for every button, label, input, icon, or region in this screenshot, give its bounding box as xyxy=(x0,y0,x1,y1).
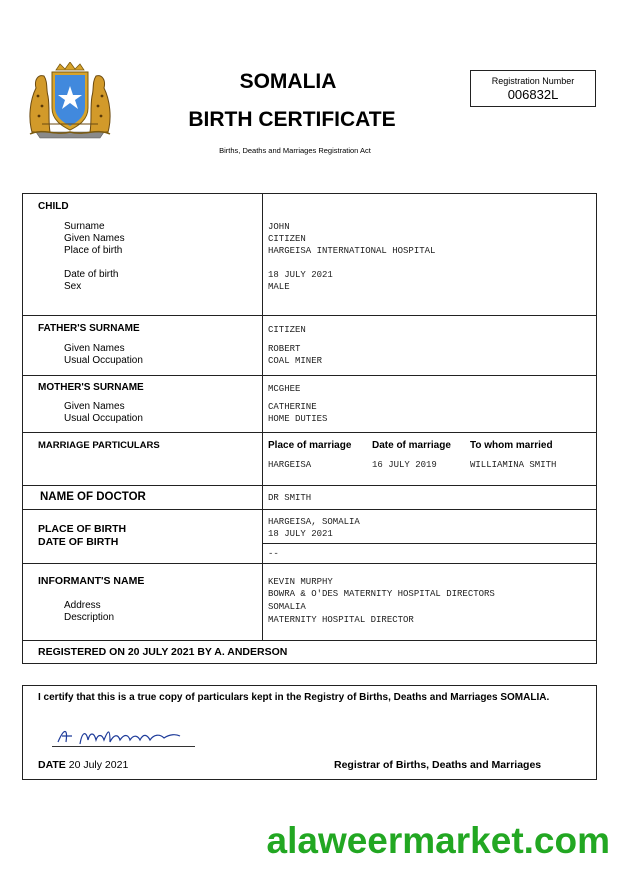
father-given-names-label: Given Names xyxy=(64,343,125,354)
father-surname-heading: FATHER'S SURNAME xyxy=(38,323,140,334)
father-occupation-value: COAL MINER xyxy=(268,356,323,366)
certification-date-label: DATE xyxy=(38,759,66,771)
informant-address-line1: BOWRA & O'DES MATERNITY HOSPITAL DIRECTORS xyxy=(268,589,495,599)
row-divider xyxy=(262,543,597,544)
registrar-title: Registrar of Births, Deaths and Marriages xyxy=(334,759,542,771)
registration-number-box xyxy=(470,70,596,107)
certificate-country: SOMALIA xyxy=(239,70,337,93)
mother-surname-value: MCGHEE xyxy=(268,384,301,394)
child-sex-label: Sex xyxy=(64,281,82,292)
doctor-heading: NAME OF DOCTOR xyxy=(40,491,146,503)
birth-place-value: HARGEISA, SOMALIA xyxy=(268,517,360,527)
column-divider xyxy=(262,193,263,640)
row-divider xyxy=(22,509,597,510)
birth-extra-value: -- xyxy=(268,549,279,559)
place-of-birth-heading: PLACE OF BIRTH xyxy=(38,523,127,535)
mother-given-names-value: CATHERINE xyxy=(268,402,317,412)
mother-surname-heading: MOTHER'S SURNAME xyxy=(38,382,144,393)
informant-address-label: Address xyxy=(64,600,101,611)
child-place-of-birth-value: HARGEISA INTERNATIONAL HOSPITAL xyxy=(268,246,436,256)
father-given-names-value: ROBERT xyxy=(268,344,301,354)
child-surname-value: JOHN xyxy=(268,222,290,232)
child-heading: CHILD xyxy=(38,201,69,212)
marriage-whom-value: WILLIAMINA SMITH xyxy=(470,460,557,470)
marriage-place-label: Place of marriage xyxy=(268,440,352,451)
doctor-value: DR SMITH xyxy=(268,493,312,503)
mother-occupation-value: HOME DUTIES xyxy=(268,414,328,424)
row-divider xyxy=(22,375,597,376)
father-occupation-label: Usual Occupation xyxy=(64,355,143,366)
child-date-of-birth-value: 18 JULY 2021 xyxy=(268,270,333,280)
marriage-date-value: 16 JULY 2019 xyxy=(372,460,437,470)
certification-date xyxy=(38,759,128,771)
informant-heading: INFORMANT'S NAME xyxy=(38,575,145,587)
child-given-names-label: Given Names xyxy=(64,233,125,244)
informant-address-line2: SOMALIA xyxy=(268,602,306,612)
signature-line xyxy=(52,746,195,747)
mother-occupation-label: Usual Occupation xyxy=(64,413,143,424)
child-given-names-value: CITIZEN xyxy=(268,234,306,244)
certification-statement: I certify that this is a true copy of particulars kept in the Registry of Births, Deaths and Marriages SOMALIA. xyxy=(38,692,550,703)
act-subtitle: Births, Deaths and Marriages Registration Act xyxy=(219,146,371,155)
child-date-of-birth-label: Date of birth xyxy=(64,269,119,280)
marriage-heading: MARRIAGE PARTICULARS xyxy=(38,440,160,451)
certificate-title: BIRTH CERTIFICATE xyxy=(188,108,396,131)
row-divider xyxy=(22,315,597,316)
somalia-coat-of-arms-icon xyxy=(22,62,118,140)
child-surname-label: Surname xyxy=(64,221,105,232)
marriage-date-label: Date of marriage xyxy=(372,440,451,451)
informant-description-label: Description xyxy=(64,612,115,623)
registration-number-value: 006832L xyxy=(507,87,559,102)
date-of-birth-heading: DATE OF BIRTH xyxy=(38,536,119,548)
row-divider xyxy=(22,563,597,564)
signature-text: A. Anderson xyxy=(52,722,58,723)
marriage-place-value: HARGEISA xyxy=(268,460,312,470)
watermark-text: alaweermarket.com xyxy=(266,820,610,861)
mother-given-names-label: Given Names xyxy=(64,401,125,412)
informant-description-value: MATERNITY HOSPITAL DIRECTOR xyxy=(268,615,414,625)
informant-name-value: KEVIN MURPHY xyxy=(268,577,333,587)
marriage-whom-label: To whom married xyxy=(470,440,553,451)
certification-date-value: 20 July 2021 xyxy=(68,759,129,771)
row-divider xyxy=(22,640,597,641)
birth-date-value: 18 JULY 2021 xyxy=(268,529,333,539)
father-surname-value: CITIZEN xyxy=(268,325,306,335)
registered-line: REGISTERED ON 20 JULY 2021 BY A. ANDERSON xyxy=(38,646,288,658)
row-divider xyxy=(22,485,597,486)
registration-number-label: Registration Number xyxy=(491,76,575,86)
child-sex-value: MALE xyxy=(268,282,290,292)
child-place-of-birth-label: Place of birth xyxy=(64,245,123,256)
row-divider xyxy=(22,432,597,433)
